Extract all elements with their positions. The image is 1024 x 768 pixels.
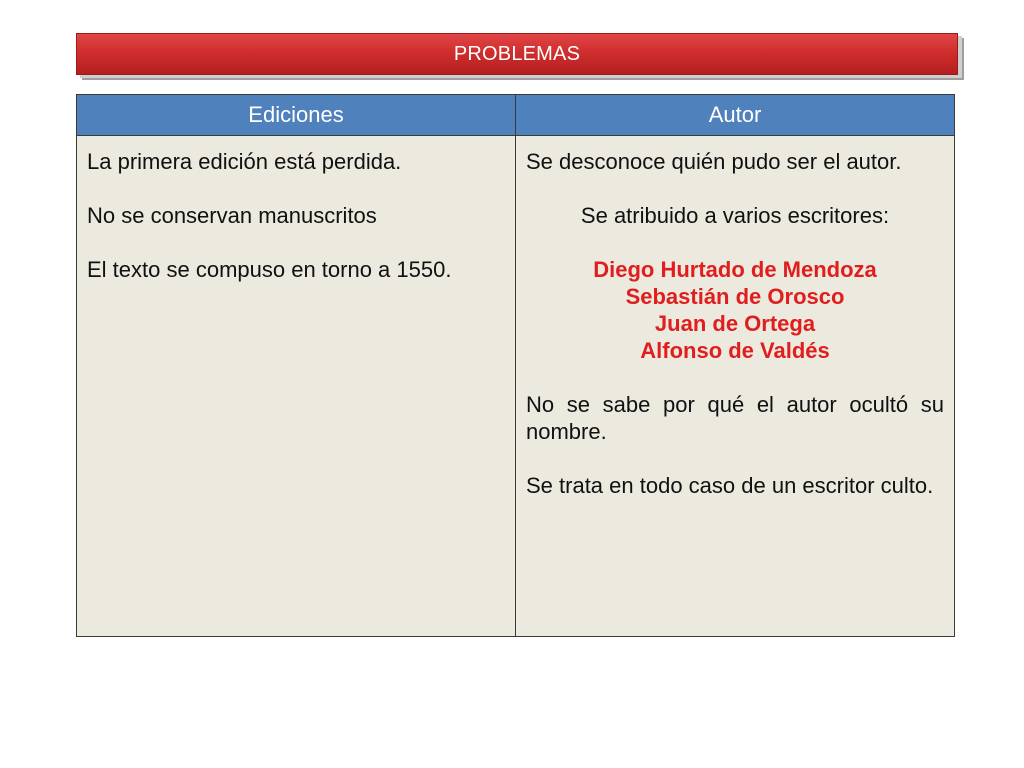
candidate-authors-list (526, 256, 944, 364)
autor-cultured-note: Se trata en todo caso de un escritor culto. (526, 473, 934, 498)
autor-intro: Se desconoce quién pudo ser el autor. (526, 149, 902, 174)
page-title: PROBLEMAS (453, 42, 581, 65)
ediciones-line: La primera edición está perdida. (87, 149, 402, 174)
header-autor: Autor (516, 95, 954, 136)
candidate-author: Diego Hurtado de Mendoza (593, 257, 877, 282)
ediciones-line: No se conservan manuscritos (87, 203, 377, 228)
ediciones-line: El texto se compuso en torno a 1550. (87, 257, 452, 282)
candidate-author: Juan de Ortega (654, 311, 816, 336)
ediciones-cell (77, 136, 516, 636)
autor-cell (516, 136, 954, 636)
candidate-author: Alfonso de Valdés (640, 338, 830, 363)
candidate-author: Sebastián de Orosco (625, 284, 845, 309)
header-ediciones: Ediciones (77, 95, 516, 136)
autor-hidden-note: No se sabe por qué el autor ocultó su nombre. (526, 392, 944, 444)
title-banner (76, 33, 958, 75)
problems-table (76, 94, 955, 637)
autor-attributed: Se atribuido a varios escritores: (580, 203, 890, 228)
